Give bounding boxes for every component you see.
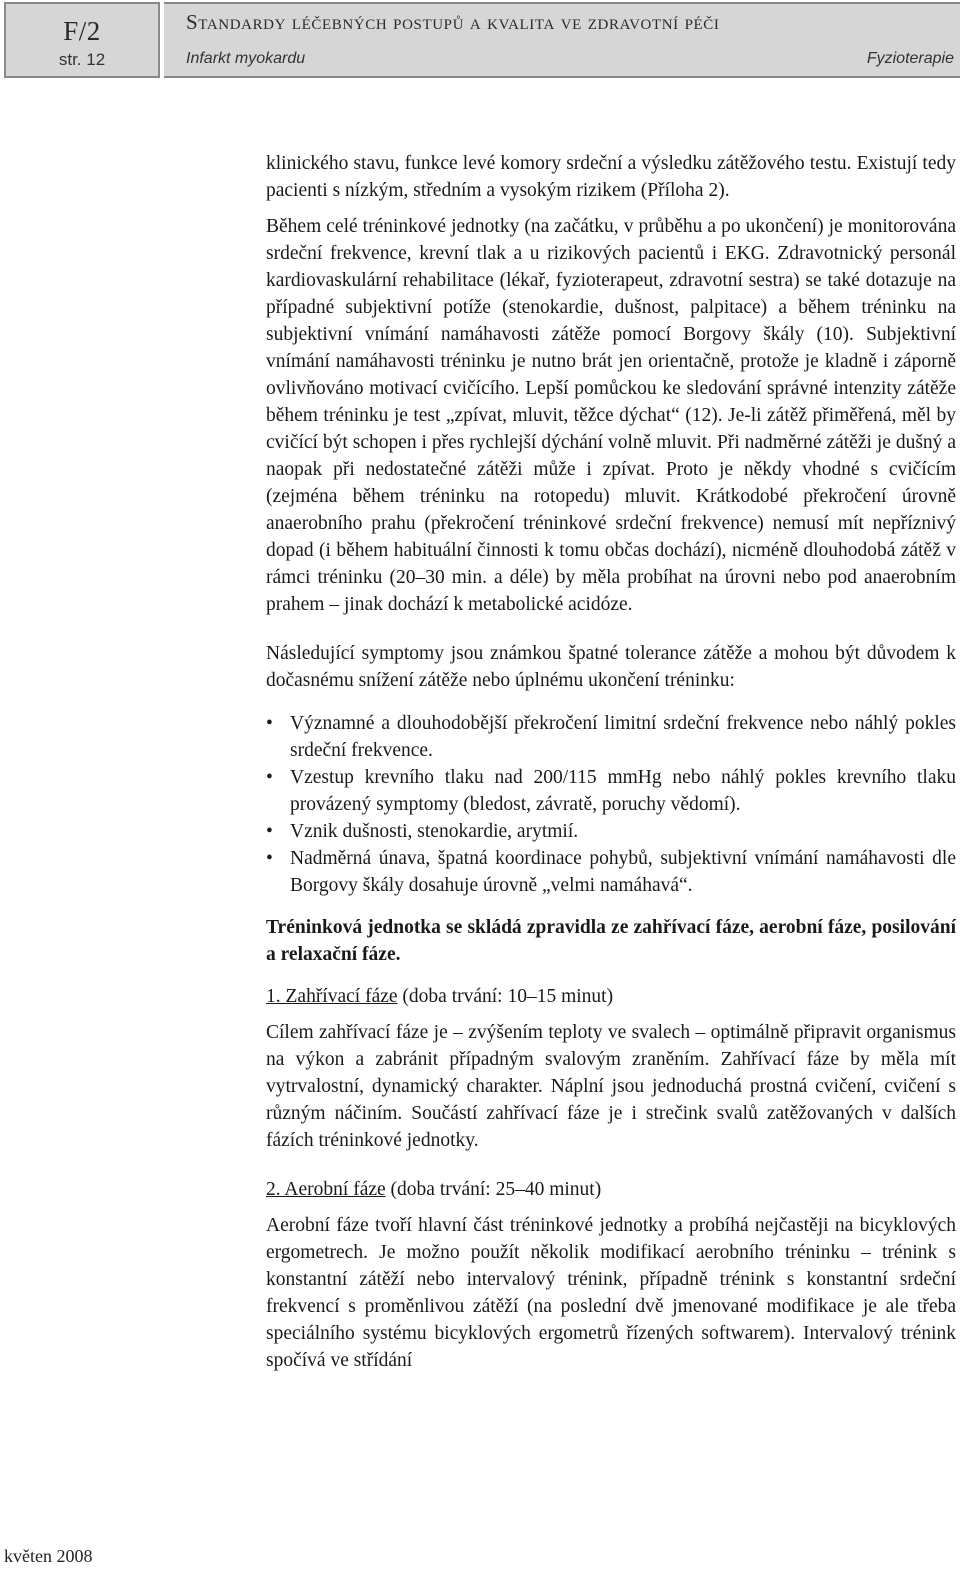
phase-2-title: 2. Aerobní fáze [266, 1179, 386, 1200]
list-item: • Vznik dušnosti, stenokardie, arytmií. [266, 818, 956, 845]
section-box [4, 2, 160, 78]
phase-1-heading [266, 983, 956, 1010]
list-item: • Vzestup krevního tlaku nad 200/115 mmHg nebo náhlý pokles krevního tlaku provázený symptomy (bledost, závratě, poruchy vědomí). [266, 764, 956, 818]
phase-2-heading [266, 1176, 956, 1203]
list-item: • Významné a dlouhodobější překročení limitní srdeční frekvence nebo náhlý pokles srdeční frekvence. [266, 710, 956, 764]
header-subtopic: Fyzioterapie [866, 50, 954, 67]
header-bar [164, 2, 960, 78]
paragraph-monitoring: Během celé tréninkové jednotky (na začátku, v průběhu a po ukončení) je monitorována srdeční frekvence, krevní tlak a u rizikových pacientů i EKG. Zdravotnický personál kardiovaskulární rehabilitace (lékař, fyzioterapeut, zdravotní sestra) se také dotazuje na případné subjektivní potíže (stenokardie, dušnost, palpitace) a během tréninku na subjektivní vnímání namáhavosti zátěže pomocí Borgovy škály (10). Subjektivní vnímání namáhavosti tréninku je nutno brát jen orientačně, protože je kladně i záporně ovlivňováno motivací cvičícího. Lepší pomůckou ke sledování správné intenzity zátěže během tréninku je test „zpívat, mluvit, těžce dýchat“ (12). Je-li zátěž přiměřená, měl by cvičící být schopen i přes rychlejší dýchání volně mluvit. Při nadměrné zátěži je dušný a naopak při nedostatečné zátěži může i zpívat. Proto je někdy vhodné s cvičícím (zejména během tréninku na rotopedu) mluvit. Krátkodobé překročení úrovně anaerobního prahu (překročení tréninkové srdeční frekvence) nemusí mít nepříznivý dopad (i během habituální činnosti k tomu občas dochází), nicméně dlouhodobá zátěž v rámci tréninku (20–30 min. a déle) by měla probíhat na úrovni nebo pod anaerobním prahem – jinak dochází k metabolické acidóze. [266, 216, 956, 615]
phase-1-title: 1. Zahřívací fáze [266, 986, 398, 1007]
header-title: Standardy léčebných postupů a kvalita ve zdravotní péči [186, 10, 720, 34]
phase-1-text: Cílem zahřívací fáze je – zvýšením teploty ve svalech – optimálně připravit organismus na výkon a zabránit případným svalovým zraněním. Zahřívací fáze by měla mít vytrvalostní, dynamický charakter. Náplní jsou jednoduchá prostná cvičení, cvičení s různým náčiním. Součástí zahřívací fáze je i strečink svalů zatěžovaných v dalších fázích tréninkové jednotky. [266, 1022, 956, 1151]
main-content [266, 150, 956, 1374]
section-code: F/2 [63, 16, 101, 46]
symptom-list [266, 710, 956, 899]
section-heading: Tréninková jednotka se skládá zpravidla ze zahřívací fáze, aerobní fáze, posilování a relaxační fáze. [266, 917, 956, 965]
list-item: • Nadměrná únava, špatná koordinace pohybů, subjektivní vnímání namáhavosti dle Borgovy škály dosahuje úrovně „velmi namáhavá“. [266, 845, 956, 899]
phase-2-duration: (doba trvání: 25–40 minut) [385, 1179, 602, 1200]
phase-2-text: Aerobní fáze tvoří hlavní část tréninkové jednotky a probíhá nejčastěji na bicyklových ergometrech. Je možno použít několik modifikací aerobního tréninku – trénink s konstantní zátěží nebo intervalový trénink, případně trénink s konstantní srdeční frekvencí s proměnlivou zátěží (na poslední dvě jmenované modifikace je ale třeba speciálního systému bicyklových ergometrů řízených softwarem). Intervalový trénink spočívá ve střídání [266, 1215, 956, 1371]
paragraph-intro: klinického stavu, funkce levé komory srdeční a výsledku zátěžového testu. Existují tedy pacienti s nízkým, středním a vysokým rizikem (Příloha 2). [266, 153, 956, 201]
paragraph-symptoms: Následující symptomy jsou známkou špatné tolerance zátěže a mohou být důvodem k dočasnému snížení zátěže nebo úplnému ukončení tréninku: [266, 643, 956, 691]
phase-1-duration: (doba trvání: 10–15 minut) [397, 986, 614, 1007]
page-number: str. 12 [58, 50, 106, 69]
footer-date: květen 2008 [4, 1546, 93, 1566]
header-topic: Infarkt myokardu [186, 50, 306, 67]
